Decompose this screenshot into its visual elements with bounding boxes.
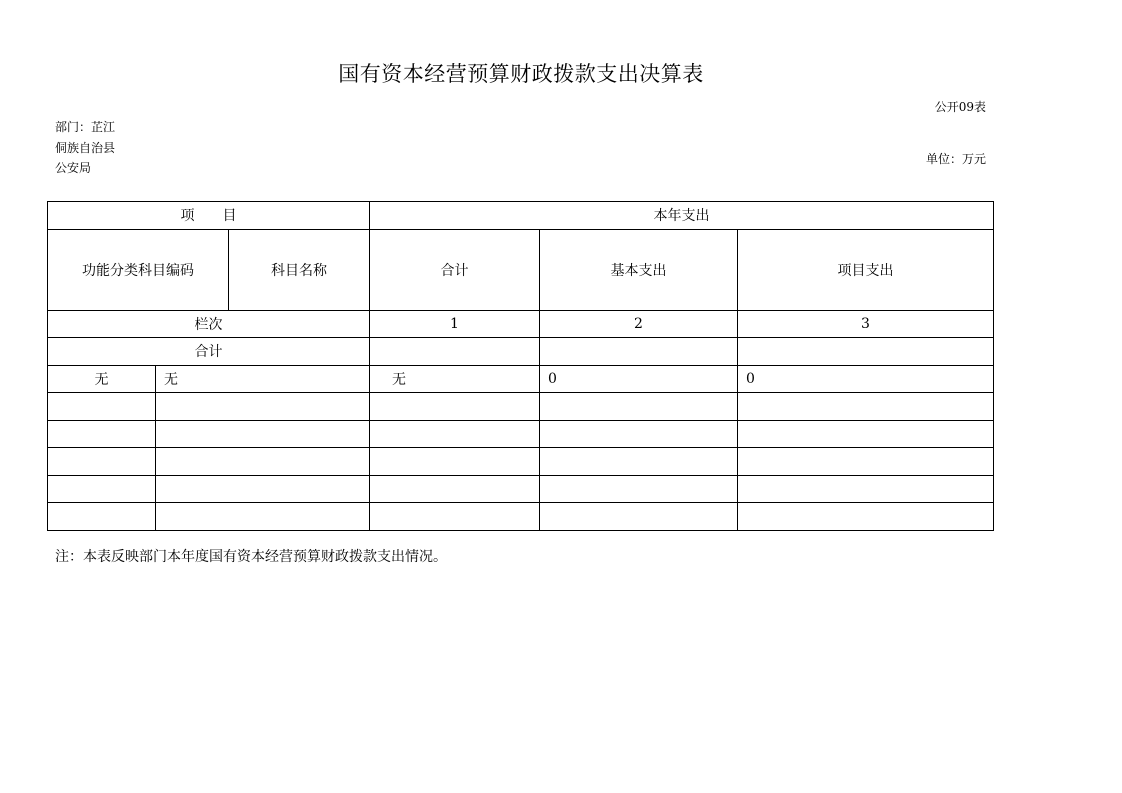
cell-project: 0: [738, 365, 994, 393]
header-item: 项 目: [48, 202, 370, 230]
col-subject-name: 科目名称: [229, 229, 370, 310]
total-basic-value: [540, 338, 738, 366]
cell-total: 无: [370, 365, 540, 393]
table-row-empty: [48, 475, 994, 503]
total-value: [370, 338, 540, 366]
header-year-expense: 本年支出: [370, 202, 994, 230]
col-basic-expense: 基本支出: [540, 229, 738, 310]
page-title: 国有资本经营预算财政拨款支出决算表: [338, 62, 704, 86]
col-total: 合计: [370, 229, 540, 310]
index-1: 1: [370, 310, 540, 338]
table-row: [48, 365, 994, 393]
total-label: 合计: [48, 338, 370, 366]
table-row-empty: [48, 393, 994, 421]
cell-code: 无: [48, 365, 156, 393]
form-code: 公开09表: [934, 100, 986, 114]
cell-basic: 0: [540, 365, 738, 393]
table-total-row: [48, 338, 994, 366]
unit-label: 单位：万元: [925, 152, 986, 166]
table-header-row: [48, 202, 994, 230]
col-function-code: 功能分类科目编码: [48, 229, 229, 310]
expense-table: [47, 201, 994, 531]
table-row-empty: [48, 420, 994, 448]
total-project-value: [738, 338, 994, 366]
table-index-row: [48, 310, 994, 338]
index-2: 2: [540, 310, 738, 338]
cell-name: 无: [156, 365, 370, 393]
table-row-empty: [48, 448, 994, 476]
col-project-expense: 项目支出: [738, 229, 994, 310]
index-3: 3: [738, 310, 994, 338]
row-index-label: 栏次: [48, 310, 370, 338]
table-column-header-row: [48, 229, 994, 310]
department-label: 部门：芷江侗族自治县公安局: [55, 120, 116, 175]
table-row-empty: [48, 503, 994, 531]
footnote: 注：本表反映部门本年度国有资本经营预算财政拨款支出情况。: [55, 549, 447, 565]
